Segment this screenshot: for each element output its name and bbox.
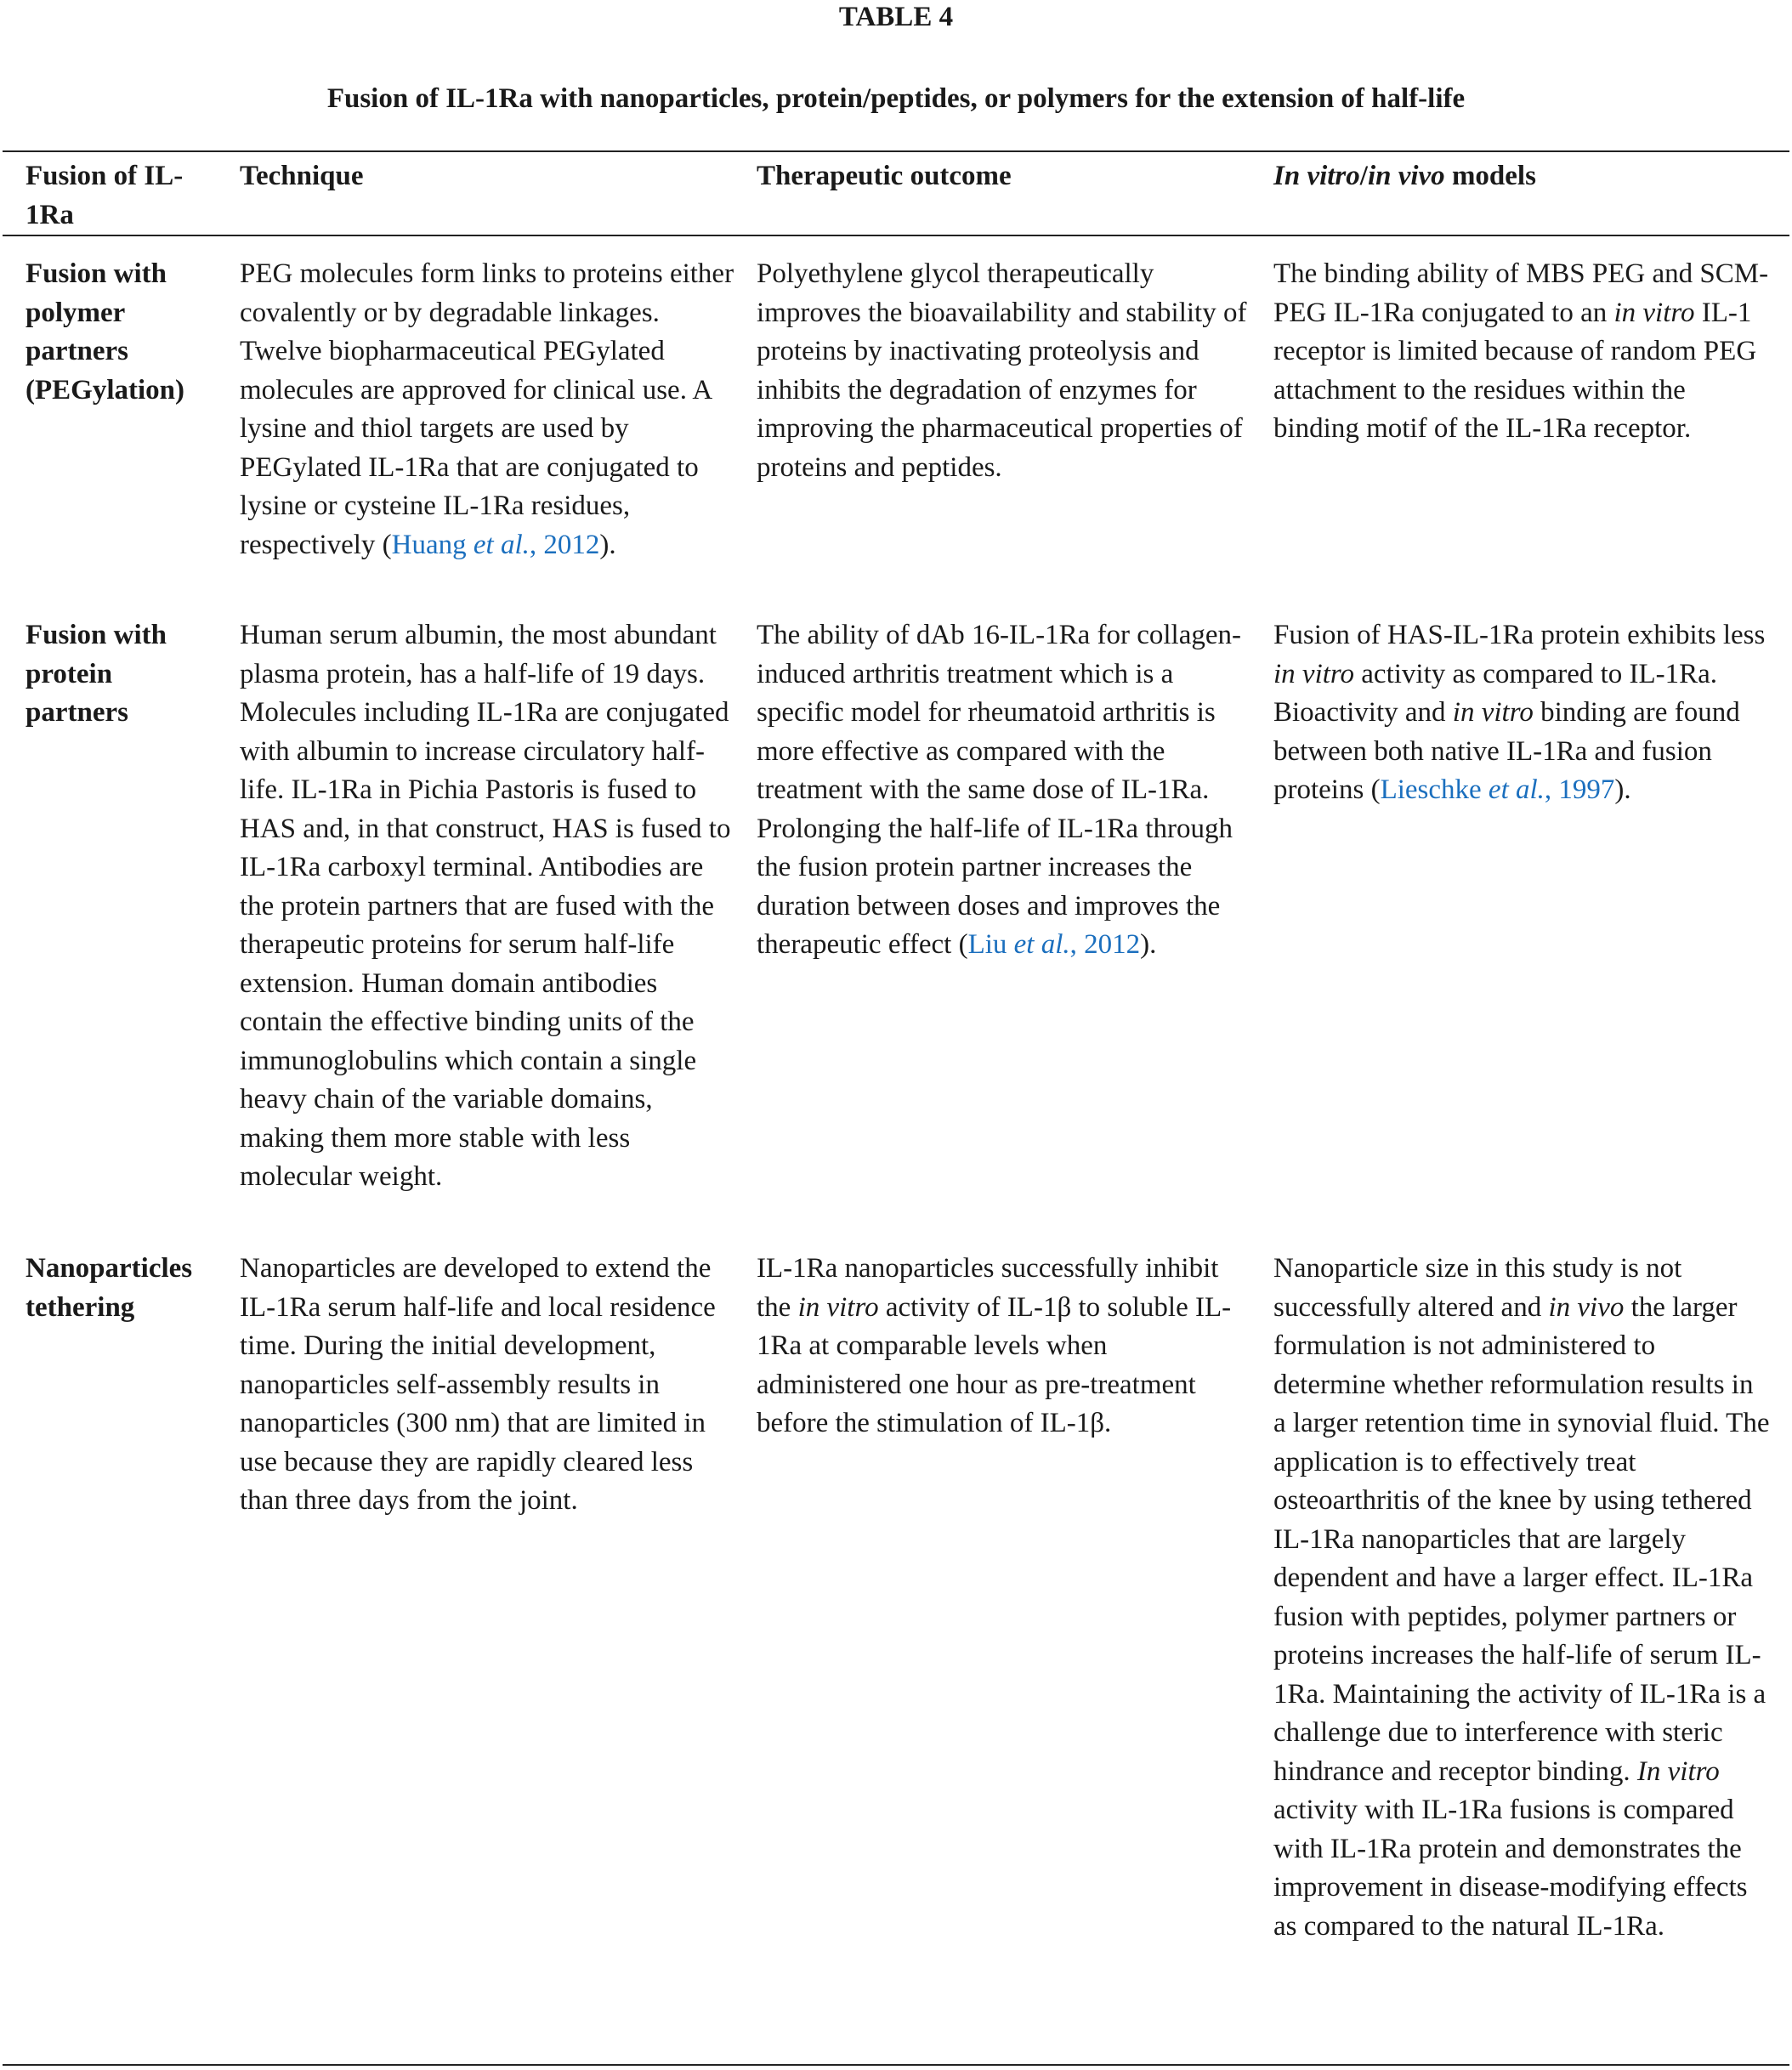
row-label-pegylation: Fusion with polymer partners (PEGylation): [26, 258, 184, 405]
header-models: In vitro/in vivo models: [1273, 161, 1536, 191]
header-technique: Technique: [240, 161, 364, 191]
models-protein-partners-para1: Fusion of HAS-IL-1Ra protein exhibits less in vitro activity as compared to IL-1Ra.: [1273, 620, 1766, 689]
technique-protein-partners: Human serum albumin, the most abundant plasma protein, has a half-life of 19 days. Molecules including IL-1Ra are conjugated with albumin to increase circulatory half-life. IL-1Ra in Pichia Pastoris is fused to HAS and, in that construct, HAS is fused to IL-1Ra carboxyl terminal. Antibodies are the protein partners that are fused with the therapeutic proteins for serum half-life extension. Human domain antibodies contain the effective binding units of the immunoglobulins which contain a single heavy chain of the variable domains, making them more stable with less molecular weight.: [240, 620, 731, 1192]
outcome-nanoparticles: IL-1Ra nanoparticles successfully inhibit the in vitro activity of IL-1β to soluble IL-1Ra at comparable levels when administered one hour as pre-treatment before the stimulation of IL-1β.: [757, 1253, 1232, 1438]
ref-liu-2012[interactable]: Liu et al., 2012: [967, 929, 1141, 960]
models-protein-partners-para2: Bioactivity and in vitro binding are found between both native IL-1Ra and fusion proteins (Lieschke et al., 1997).: [1273, 697, 1740, 805]
models-pegylation: The binding ability of MBS PEG and SCM-PEG IL-1Ra conjugated to an in vitro IL-1 receptor is limited because of random PEG attachment to the residues within the binding motif of the IL-1Ra receptor.: [1273, 258, 1769, 444]
technique-pegylation: PEG molecules form links to proteins either covalently or by degradable linkages. Twelve biopharmaceutical PEGylated molecules are approved for clinical use. A lysine and thiol targets are used by PEGylated IL-1Ra that are conjugated to lysine or cysteine IL-1Ra residues, respectively (Huang et al., 2012).: [240, 258, 734, 560]
outcome-protein-partners: The ability of dAb 16-IL-1Ra for collagen-induced arthritis treatment which is a specific model for rheumatoid arthritis is more effective as compared with the treatment with the same dose of IL-1Ra. Prolonging the half-life of IL-1Ra through the fusion protein partner increases the duration between doses and improves the therapeutic effect (Liu et al., 2012).: [757, 620, 1241, 960]
table-caption: Fusion of IL-1Ra with nanoparticles, protein/peptides, or polymers for the extension of half-life: [326, 83, 1466, 114]
header-outcome: Therapeutic outcome: [757, 161, 1012, 191]
table-label: TABLE 4: [838, 2, 954, 32]
header-fusion: Fusion of IL-1Ra: [26, 161, 184, 230]
top-rule: [3, 150, 1789, 152]
ref-lieschke-1997[interactable]: Lieschke et al., 1997: [1380, 774, 1615, 805]
technique-nanoparticles: Nanoparticles are developed to extend the IL-1Ra serum half-life and local residence time. During the initial development, nanoparticles self-assembly results in nanoparticles (300 nm) that are limited in use because they are rapidly cleared less than three days from the joint.: [240, 1253, 716, 1516]
row-label-protein-partners: Fusion with protein partners: [26, 620, 167, 728]
models-nanoparticles: Nanoparticle size in this study is not successfully altered and in vivo the larger formulation is not administered to determine whether reformulation results in a larger retention time in synovial fluid. The application is to effectively treat osteoarthritis of the knee by using tethered IL-1Ra nanoparticles that are largely dependent and have a larger effect. IL-1Ra fusion with peptides, polymer partners or proteins increases the half-life of serum IL-1Ra. Maintaining the activity of IL-1Ra is a challenge due to interference with steric hindrance and receptor binding. In vitro activity with IL-1Ra fusions is compared with IL-1Ra protein and demonstrates the improvement in disease-modifying effects as compared to the natural IL-1Ra.: [1273, 1253, 1770, 1942]
outcome-pegylation: Polyethylene glycol therapeutically improves the bioavailability and stability of proteins by inactivating proteolysis and inhibits the degradation of enzymes for improving the pharmaceutical properties of proteins and peptides.: [757, 258, 1247, 483]
row-label-nanoparticles: Nanoparticles tethering: [26, 1253, 193, 1323]
models-protein-partners: [1273, 616, 1771, 810]
header-rule: [3, 235, 1789, 236]
bottom-rule: [3, 2064, 1789, 2066]
ref-huang-2012[interactable]: Huang et al., 2012: [391, 529, 600, 560]
